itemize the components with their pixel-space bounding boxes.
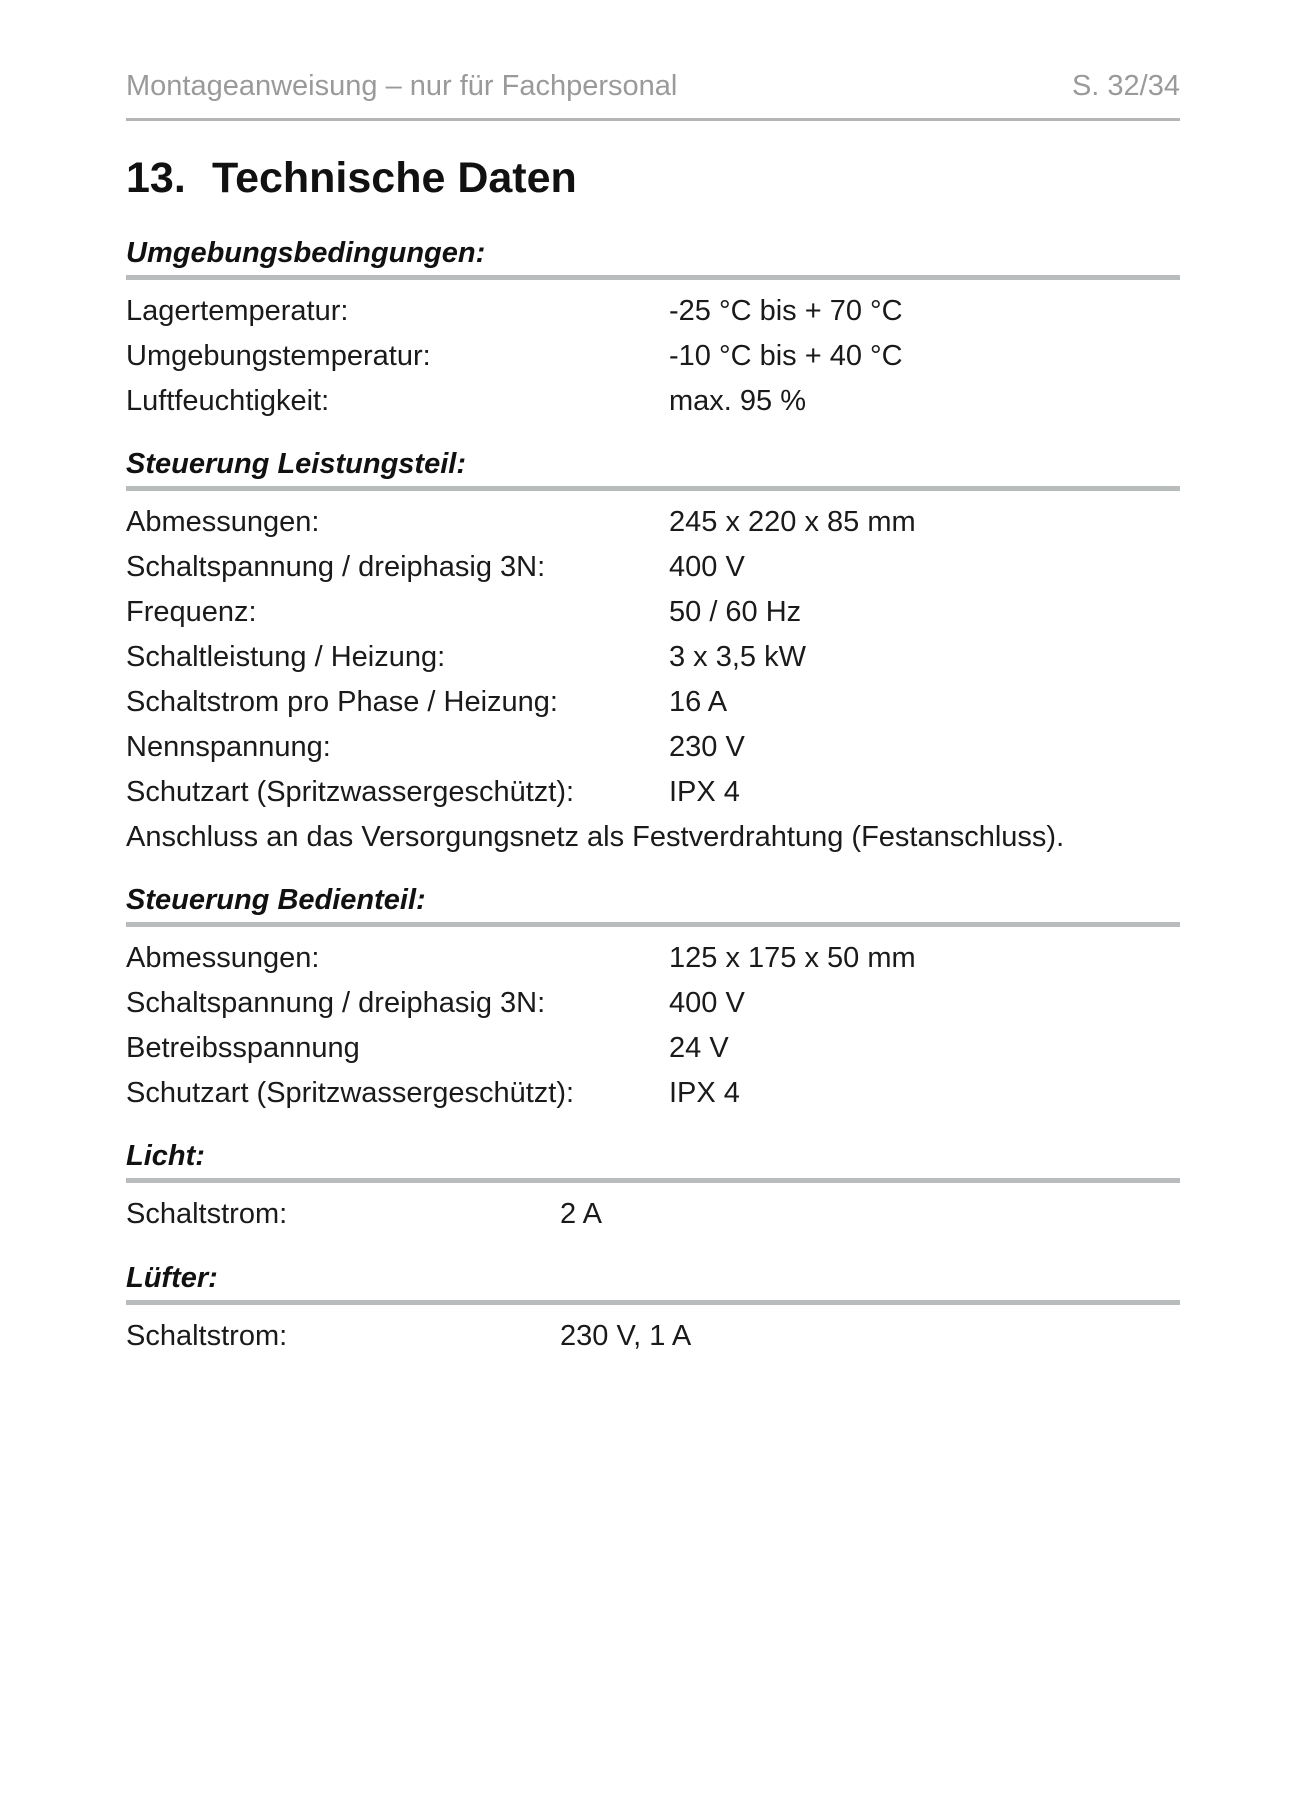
spec-value: 3 x 3,5 kW bbox=[669, 641, 806, 673]
spec-row bbox=[126, 545, 1180, 590]
chapter-title-text: Technische Daten bbox=[212, 154, 577, 202]
spec-label: Abmessungen: bbox=[126, 506, 320, 538]
spec-label: Schaltleistung / Heizung: bbox=[126, 641, 446, 673]
spec-row bbox=[126, 379, 1180, 424]
spec-value: 2 A bbox=[560, 1198, 602, 1230]
spec-value: max. 95 % bbox=[669, 385, 806, 417]
spec-value: 125 x 175 x 50 mm bbox=[669, 942, 916, 974]
spec-value: 230 V bbox=[669, 731, 745, 763]
spec-row bbox=[126, 590, 1180, 635]
spec-value: 50 / 60 Hz bbox=[669, 596, 802, 628]
spec-value: 245 x 220 x 85 mm bbox=[669, 506, 916, 538]
spec-row bbox=[126, 500, 1180, 545]
spec-value: 230 V, 1 A bbox=[560, 1320, 692, 1352]
section-divider bbox=[126, 922, 1180, 927]
spec-row bbox=[126, 1026, 1180, 1071]
section-heading: Steuerung Bedienteil: bbox=[126, 884, 426, 916]
spec-row bbox=[126, 334, 1180, 379]
page-header bbox=[126, 70, 1180, 110]
spec-value: 400 V bbox=[669, 551, 745, 583]
spec-note-text: Anschluss an das Versorgungsnetz als Festverdrahtung (Festanschluss). bbox=[126, 821, 1065, 853]
spec-row bbox=[126, 680, 1180, 725]
spec-note bbox=[126, 815, 1180, 860]
spec-row bbox=[126, 635, 1180, 680]
section-divider bbox=[126, 275, 1180, 280]
spec-label: Lagertemperatur: bbox=[126, 295, 349, 327]
header-title: Montageanweisung – nur für Fachpersonal bbox=[126, 70, 678, 102]
spec-label: Umgebungstemperatur: bbox=[126, 340, 431, 372]
section-divider bbox=[126, 1178, 1180, 1183]
section-heading: Steuerung Leistungsteil: bbox=[126, 448, 466, 480]
page-number: S. 32/34 bbox=[1071, 70, 1180, 102]
spec-row bbox=[126, 936, 1180, 981]
spec-label: Schutzart (Spritzwassergeschützt): bbox=[126, 776, 575, 808]
spec-label: Schaltspannung / dreiphasig 3N: bbox=[126, 987, 546, 1019]
header-divider bbox=[126, 118, 1180, 121]
section-heading: Licht: bbox=[126, 1140, 205, 1172]
spec-value: -10 °C bis + 40 °C bbox=[669, 340, 903, 372]
spec-label: Schaltstrom: bbox=[126, 1198, 288, 1230]
spec-label: Abmessungen: bbox=[126, 942, 320, 974]
chapter-title bbox=[126, 154, 577, 203]
spec-row bbox=[126, 289, 1180, 334]
spec-label: Schaltstrom: bbox=[126, 1320, 288, 1352]
section-heading: Umgebungsbedingungen: bbox=[126, 237, 486, 269]
spec-label: Frequenz: bbox=[126, 596, 257, 628]
spec-value: IPX 4 bbox=[669, 776, 740, 808]
spec-row bbox=[126, 1071, 1180, 1116]
spec-row bbox=[126, 725, 1180, 770]
section-divider bbox=[126, 486, 1180, 491]
spec-value: IPX 4 bbox=[669, 1077, 740, 1109]
spec-value: 400 V bbox=[669, 987, 745, 1019]
spec-label: Schaltspannung / dreiphasig 3N: bbox=[126, 551, 546, 583]
spec-row bbox=[126, 981, 1180, 1026]
spec-row bbox=[126, 1314, 1180, 1359]
spec-row bbox=[126, 770, 1180, 815]
spec-value: -25 °C bis + 70 °C bbox=[669, 295, 903, 327]
section-divider bbox=[126, 1300, 1180, 1305]
spec-label: Schutzart (Spritzwassergeschützt): bbox=[126, 1077, 575, 1109]
spec-label: Luftfeuchtigkeit: bbox=[126, 385, 330, 417]
spec-label: Nennspannung: bbox=[126, 731, 331, 763]
spec-label: Schaltstrom pro Phase / Heizung: bbox=[126, 686, 558, 718]
chapter-number: 13. bbox=[126, 154, 186, 202]
spec-label: Betreibsspannung bbox=[126, 1032, 360, 1064]
spec-value: 24 V bbox=[669, 1032, 729, 1064]
spec-value: 16 A bbox=[669, 686, 728, 718]
spec-row bbox=[126, 1192, 1180, 1237]
section-heading: Lüfter: bbox=[126, 1262, 218, 1294]
